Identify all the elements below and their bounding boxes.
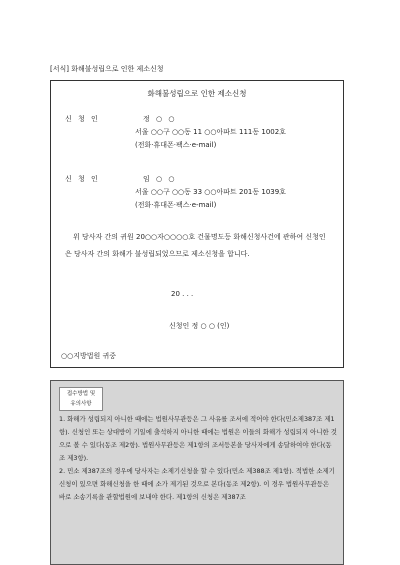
- applicant-name: 정 ○ ○: [143, 115, 177, 123]
- notes-box: [50, 380, 344, 565]
- notes-header-line1: 접수방법 및: [66, 391, 96, 397]
- applicant-address: 서울 ○○구 ○○동 11 ○○아파트 111동 1002호: [135, 128, 286, 136]
- respondent-address: 서울 ○○구 ○○동 33 ○○아파트 201동 1039호: [135, 188, 286, 196]
- form-caption: [서식] 화해불성립으로 인한 제소신청: [50, 65, 164, 73]
- notes-paragraph-2: 2. 민소 제387조의 경우에 당사자는 소제기신청을 할 수 있다(민소 제388조 제1항). 적법한 소제기신청이 있으면 화해신청을 한 때에 소가 제기된 것으로 본다(동조 제2항). 이 경우 법원사무관등은 바로 소송기록을 관할법원에 보내야 한다. 제1항의 신청은 제387조: [59, 467, 335, 501]
- filing-date: 20 . . .: [171, 290, 194, 298]
- application-body-text: 위 당사자 간의 귀원 20○○자○○○○호 건물명도등 화해신청사건에 관하여 신청인은 당사자 간의 화해가 불성립되었으므로 제소신청을 합니다.: [65, 233, 326, 258]
- application-document: [50, 80, 344, 368]
- respondent-name: 임 ○ ○: [143, 175, 177, 183]
- notes-body: [59, 413, 337, 504]
- applicant-signature: 신청인 정 ○ ○ (인): [169, 322, 230, 330]
- respondent-contact: (전화·휴대폰·팩스·e-mail): [135, 201, 217, 209]
- respondent-role-label: 신 청 인: [65, 175, 100, 183]
- applicant-role-label: 신 청 인: [65, 115, 100, 123]
- applicant-contact: (전화·휴대폰·팩스·e-mail): [135, 141, 217, 149]
- notes-paragraph-1: 1. 화해가 성립되지 아니한 때에는 법원사무관등은 그 사유를 조서에 적어야 한다(민소제387조 제1항). 신청인 또는 상대방이 기일에 출석하지 아니한 때에는 법원은 이들의 화해가 성립되지 아니한 것으로 볼 수 있다(동조 제2항). 법원사무관등은 제1항의 조서등본을 당사자에게 송달하여야 한다(동조 제3항).: [59, 415, 337, 462]
- court-addressee: ○○지방법원 귀중: [61, 352, 117, 360]
- notes-header: [59, 387, 103, 411]
- notes-header-line2: 유의사항: [70, 401, 92, 407]
- document-title: 화해불성립으로 인한 제소신청: [147, 89, 247, 98]
